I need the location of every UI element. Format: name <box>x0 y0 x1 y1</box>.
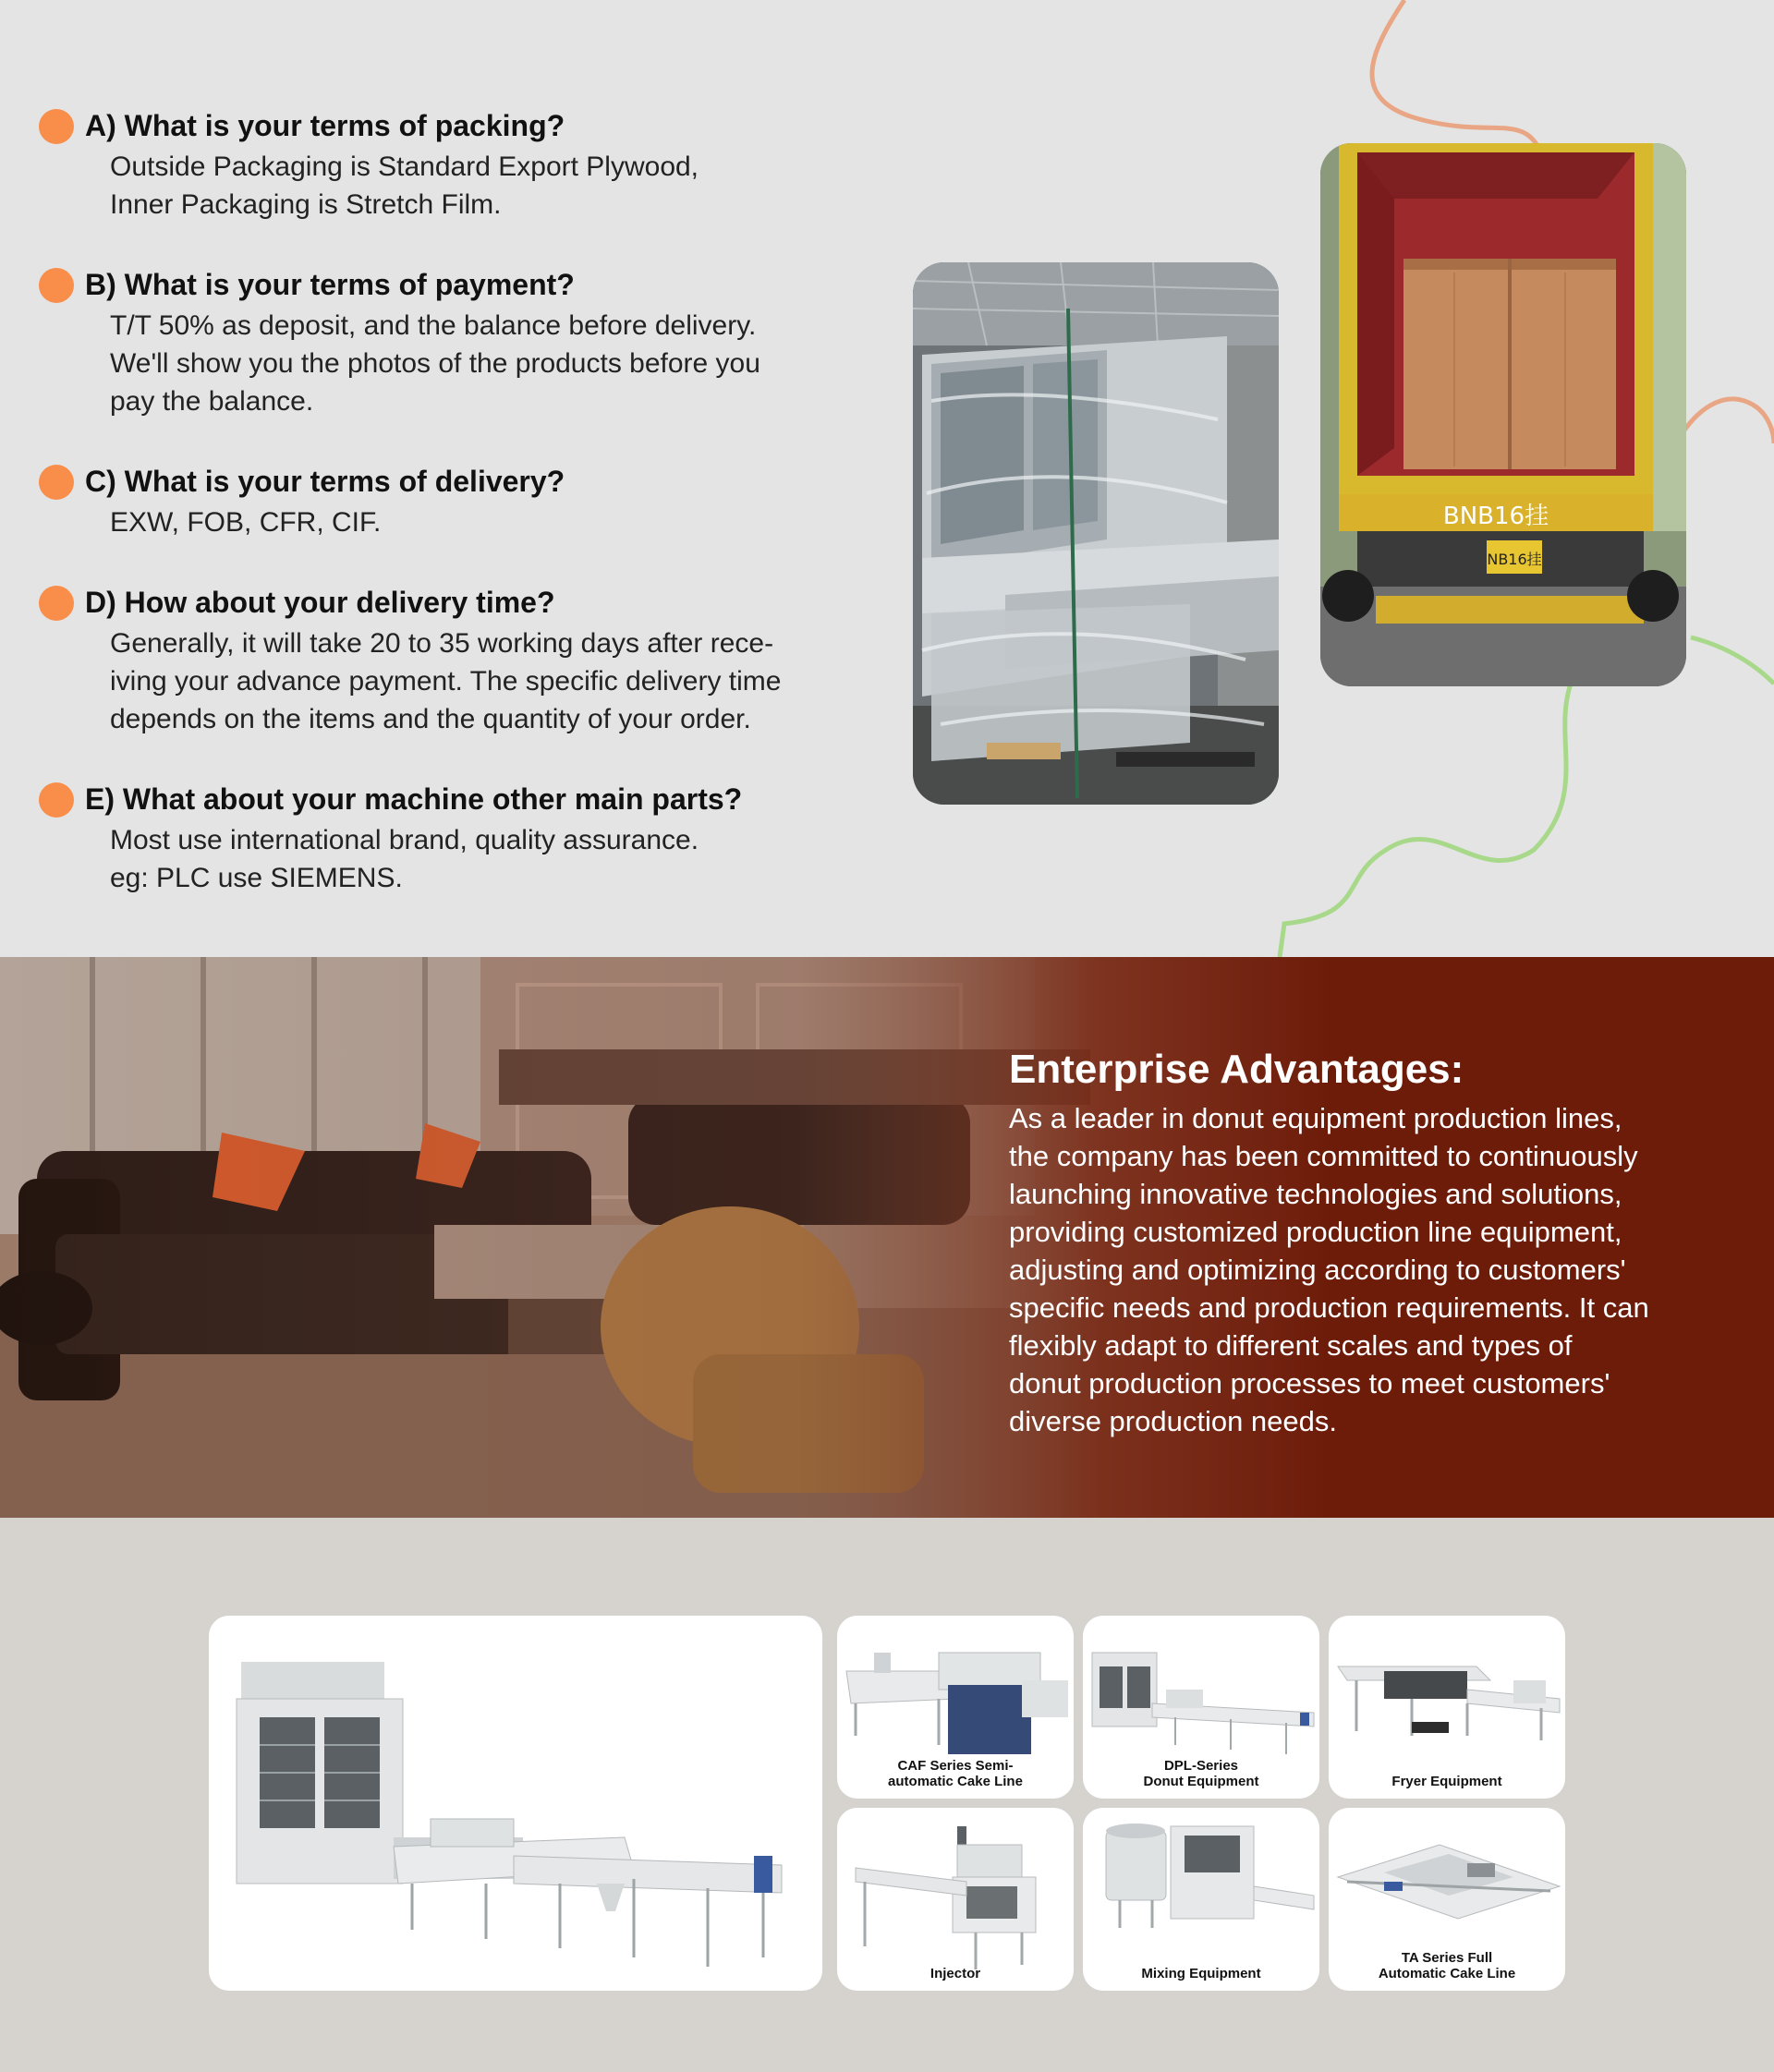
product-label <box>837 1758 1074 1789</box>
label-line: automatic Cake Line <box>888 1774 1023 1789</box>
answer-line: Generally, it will take 20 to 35 working days after rece- <box>110 628 774 659</box>
faq-item-main-parts <box>39 777 870 897</box>
product-card-mixing[interactable] <box>1083 1808 1319 1991</box>
label-line: TA Series Full <box>1401 1950 1493 1966</box>
label-line: Fryer Equipment <box>1391 1774 1502 1789</box>
faq-answer <box>85 148 870 224</box>
faq-item-packing <box>39 103 870 224</box>
faq-answer <box>85 624 870 738</box>
faq-answer <box>85 503 870 541</box>
container-truck-photo <box>1320 143 1686 686</box>
wrapped-machine-photo <box>913 262 1279 805</box>
answer-line: T/T 50% as deposit, and the balance before delivery. <box>110 310 757 341</box>
product-card-injector[interactable] <box>837 1808 1074 1991</box>
bullet-dot-icon <box>39 465 74 500</box>
body-line: As a leader in donut equipment production lines, <box>1009 1102 1622 1134</box>
label-line: Donut Equipment <box>1143 1774 1259 1789</box>
product-label <box>1329 1774 1565 1789</box>
label-line: Automatic Cake Line <box>1378 1966 1516 1981</box>
enterprise-section <box>0 957 1774 1518</box>
body-line: the company has been committed to continuously <box>1009 1140 1638 1172</box>
license-plate: NB16挂 <box>1487 551 1542 568</box>
faq-question: A) What is your terms of packing? <box>85 109 565 142</box>
faq-list <box>39 103 870 936</box>
label-line: Injector <box>930 1966 981 1981</box>
answer-line: iving your advance payment. The specific delivery time <box>110 666 782 697</box>
enterprise-text <box>1009 1044 1730 1440</box>
faq-question: C) What is your terms of delivery? <box>85 465 565 498</box>
production-line-image <box>209 1616 822 1991</box>
bullet-dot-icon <box>39 782 74 818</box>
body-line: launching innovative technologies and solutions, <box>1009 1178 1622 1210</box>
faq-answer <box>85 307 870 420</box>
answer-line: Most use international brand, quality assurance. <box>110 825 699 855</box>
product-label <box>1329 1950 1565 1981</box>
answer-line: We'll show you the photos of the products before you <box>110 348 760 379</box>
answer-line: EXW, FOB, CFR, CIF. <box>110 507 382 538</box>
label-line: DPL-Series <box>1163 1758 1239 1774</box>
product-card-fryer[interactable] <box>1329 1616 1565 1799</box>
faq-item-delivery-terms <box>39 459 870 541</box>
enterprise-title: Enterprise Advantages: <box>1009 1047 1464 1092</box>
enterprise-body <box>1009 1099 1730 1440</box>
answer-line: eg: PLC use SIEMENS. <box>110 863 403 893</box>
bullet-dot-icon <box>39 109 74 144</box>
faq-question: E) What about your machine other main parts? <box>85 782 743 816</box>
label-line: Mixing Equipment <box>1141 1966 1261 1981</box>
label-line: CAF Series Semi- <box>897 1758 1014 1774</box>
faq-section <box>0 0 1774 957</box>
product-card-ta-series[interactable] <box>1329 1808 1565 1991</box>
bullet-dot-icon <box>39 586 74 621</box>
faq-answer <box>85 821 870 897</box>
product-image <box>837 1808 1074 1991</box>
product-card-caf-series[interactable] <box>837 1616 1074 1799</box>
product-label <box>837 1966 1074 1981</box>
body-line: specific needs and production requirements. It can <box>1009 1291 1649 1324</box>
bullet-dot-icon <box>39 268 74 303</box>
body-line: flexibly adapt to different scales and types of <box>1009 1329 1573 1362</box>
container-number: BNB16挂 <box>1442 503 1549 530</box>
body-line: providing customized production line equipment, <box>1009 1216 1622 1248</box>
answer-line: Outside Packaging is Standard Export Plywood, <box>110 151 699 182</box>
body-line: diverse production needs. <box>1009 1405 1338 1437</box>
faq-question: B) What is your terms of payment? <box>85 268 575 301</box>
product-image <box>1329 1616 1565 1799</box>
featured-production-line-card[interactable] <box>209 1616 822 1991</box>
answer-line: depends on the items and the quantity of your order. <box>110 704 751 734</box>
faq-item-delivery-time <box>39 580 870 738</box>
body-line: donut production processes to meet customers' <box>1009 1367 1610 1400</box>
product-label <box>1083 1758 1319 1789</box>
product-label <box>1083 1966 1319 1981</box>
faq-question: D) How about your delivery time? <box>85 586 555 619</box>
body-line: adjusting and optimizing according to customers' <box>1009 1254 1626 1286</box>
product-image <box>1083 1808 1319 1991</box>
faq-item-payment <box>39 262 870 420</box>
answer-line: Inner Packaging is Stretch Film. <box>110 189 502 220</box>
products-section <box>0 1518 1774 2072</box>
answer-line: pay the balance. <box>110 386 314 417</box>
product-card-dpl-series[interactable] <box>1083 1616 1319 1799</box>
